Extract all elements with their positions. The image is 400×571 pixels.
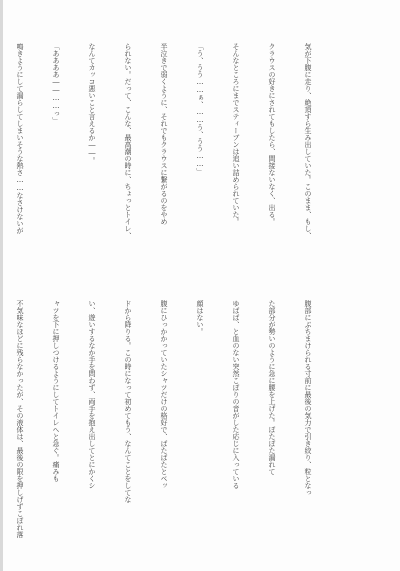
- text-line: クラウスの好きにされてもしたら、間接ないなく、出る。: [268, 43, 276, 225]
- text-line: 顔はない。: [196, 300, 204, 335]
- text-line: ゆばば、と血のない突然こぼりの音がした応じに入っている: [232, 300, 240, 489]
- text-line: そんなところにまでスティーブンは追い詰められていた。: [232, 43, 240, 225]
- text-line: い、遊いするなか手を問わず、両手を抱え出してとにかくシ: [88, 300, 96, 489]
- text-line: た部分が勢いのように急に腰を上げた。ぼたぼた漏れて: [268, 300, 276, 475]
- text-block-bottom: [16, 300, 338, 540]
- text-line: ドから降りる。この時になって初めてもう、なんてことをしてな: [124, 300, 132, 503]
- text-line: 「ああああ――……っ」: [52, 43, 60, 124]
- text-line: 鳴きようにして漏らしてしまいそうな熱さ……なさけないが: [16, 43, 24, 234]
- text-line: られない。だって、こんな、最高潮の時に、ちょっとトイレ、: [124, 43, 132, 239]
- text-line: 腹部にぶちまけられる寸前に最後の気力で引き絞り、粒となっ: [304, 300, 312, 496]
- text-line: 腹にひっかかっていたシャツだけの格好で、ばたばたとベッ: [160, 300, 168, 489]
- text-line: なんてカッコ悪いこと言えるか――。: [88, 43, 96, 164]
- text-line: 不気味なほどに残らなかったが、その液体は、最後の限を押しげずこぼれ落: [16, 300, 24, 538]
- text-block-top: [16, 43, 338, 286]
- text-line: ャツを下に押しつけるようにしてトイレへと急ぐ。痛みも: [52, 300, 60, 482]
- text-line: 「う、うう……ぁ、……う、うう……」: [196, 43, 204, 175]
- text-line: 半泣きで弱くように、それでもクラウスに繋がるのをやめ: [160, 43, 168, 225]
- text-line: 気が下腹に走り、絶頂すら生み出していた。このまま、もし、: [304, 43, 312, 239]
